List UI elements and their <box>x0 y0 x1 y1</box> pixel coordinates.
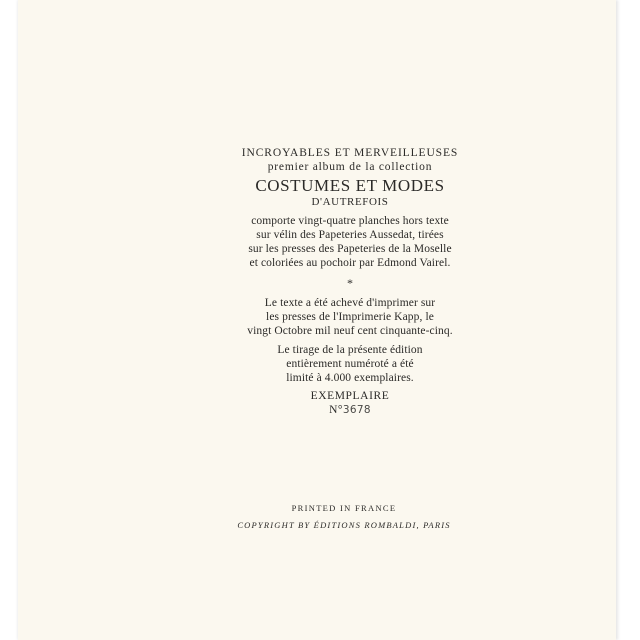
printing-line: les presses de l'Imprimerie Kapp, le <box>266 311 434 323</box>
printing-line: Le texte a été achevé d'imprimer sur <box>264 297 436 309</box>
edition-block <box>84 343 616 385</box>
number-prefix: N° <box>329 404 343 416</box>
colophon <box>18 146 616 417</box>
description-line: et coloriées au pochoir par Edmond Vairel. <box>249 257 451 269</box>
edition-line: Le tirage de la présente édition <box>277 344 423 356</box>
description-line: sur vélin des Papeteries Aussedat, tirées <box>256 229 444 241</box>
colophon-title-line-2: premier album de la collection <box>267 161 433 173</box>
colophon-title-line-1: INCROYABLES ET MERVEILLEUSES <box>241 147 459 159</box>
number-value: 3678 <box>342 404 371 416</box>
edition-line: limité à 4.000 exemplaires. <box>286 372 414 384</box>
separator-asterisk: * <box>347 276 353 290</box>
description-block <box>84 214 616 270</box>
description-line: comporte vingt-quatre planches hors texte <box>251 215 449 227</box>
imprint-footer <box>18 502 616 531</box>
printed-in-france: PRINTED IN FRANCE <box>291 503 397 513</box>
edition-line: entièrement numéroté a été <box>286 358 414 370</box>
colophon-collection-subtitle: D'AUTREFOIS <box>311 196 389 208</box>
exemplaire-number <box>84 403 616 417</box>
colophon-collection-title: COSTUMES ET MODES <box>255 176 445 195</box>
book-page <box>18 0 616 640</box>
printing-block <box>84 296 616 338</box>
copyright-line: COPYRIGHT BY ÉDITIONS ROMBALDI, PARIS <box>237 520 451 530</box>
description-line: sur les presses des Papeteries de la Moselle <box>248 243 452 255</box>
exemplaire-label: EXEMPLAIRE <box>310 390 390 402</box>
printing-line: vingt Octobre mil neuf cent cinquante-cinq. <box>247 325 453 337</box>
